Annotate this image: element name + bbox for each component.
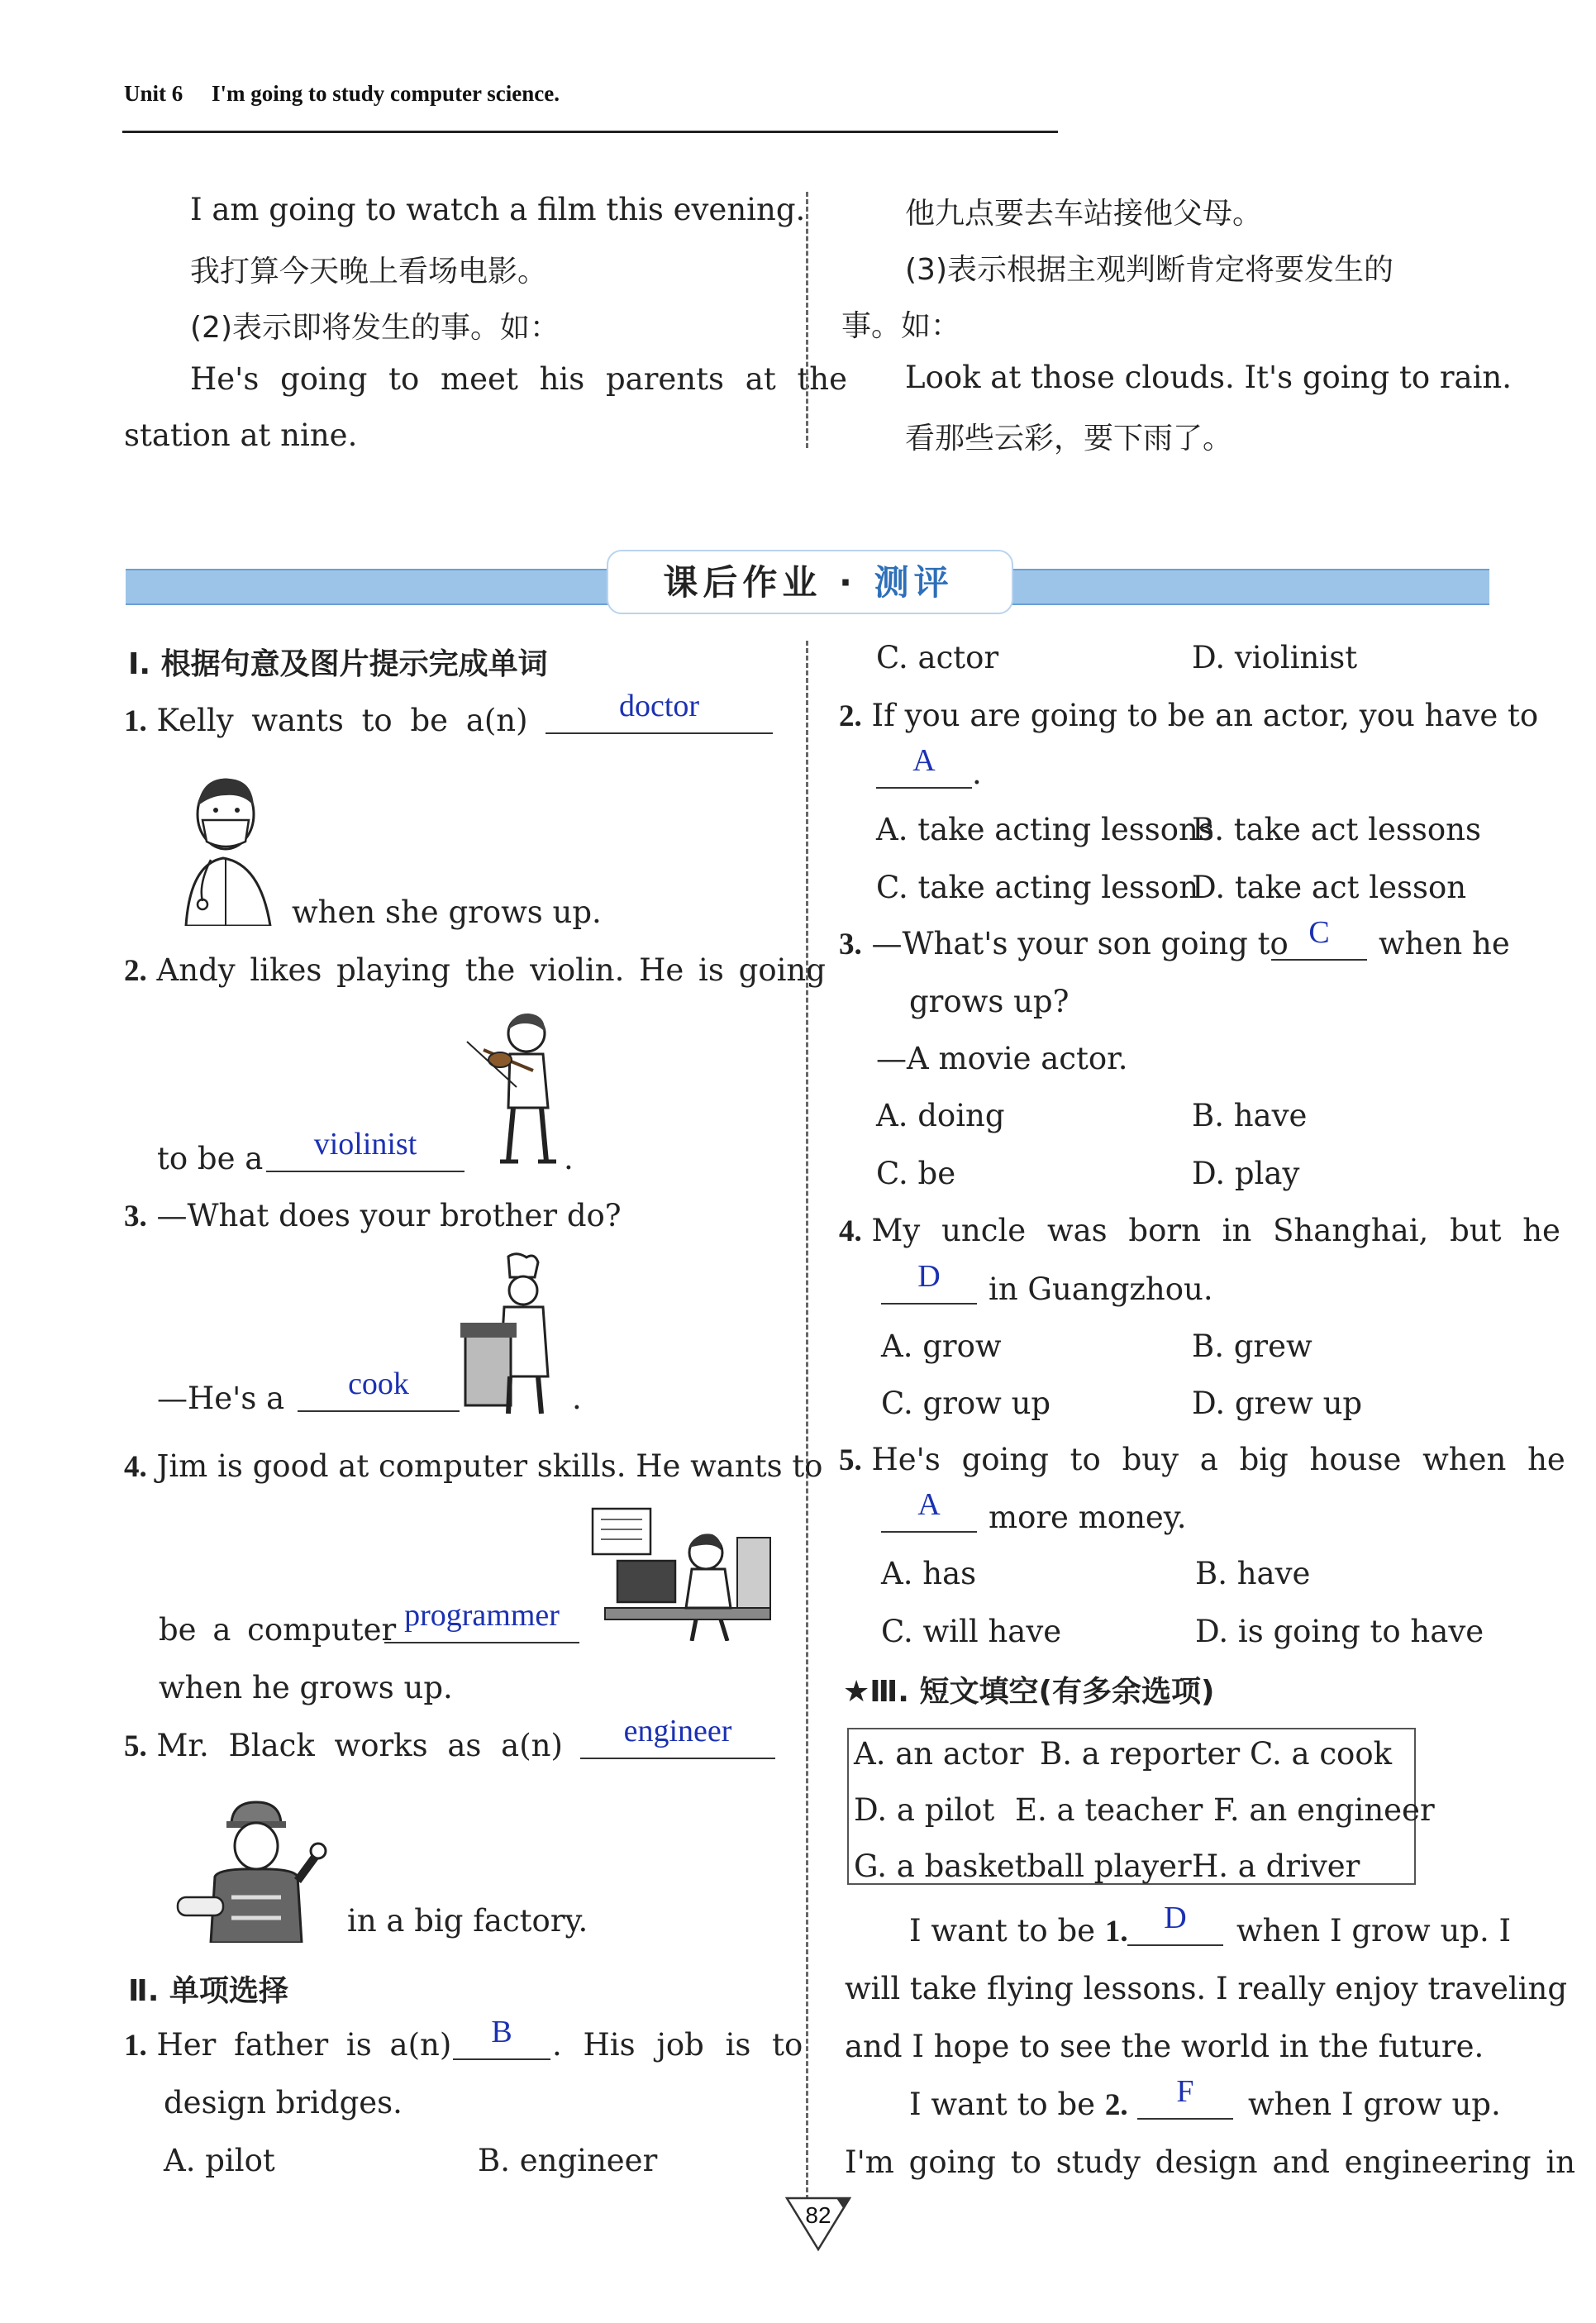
- option: A. grow: [881, 1328, 1002, 1364]
- s2-q3-line3: —A movie actor.: [876, 1041, 1128, 1076]
- grammar-line: 我打算今天晚上看场电影。: [190, 255, 548, 289]
- banner-text-homework: 课后作业: [663, 562, 822, 603]
- section-3-title: ★Ⅲ. 短文填空(有多余选项): [843, 1675, 1215, 1709]
- answer-blank[interactable]: [1137, 2118, 1233, 2120]
- option: D. is going to have: [1195, 1614, 1484, 1649]
- violinist-illustration: [459, 1009, 566, 1166]
- s2-q4-after: in Guangzhou.: [989, 1271, 1213, 1307]
- s1-q3-text: [124, 1196, 622, 1237]
- s1-q2-before2: to be a: [157, 1141, 264, 1176]
- grammar-line: Look at those clouds. It's going to rain.: [905, 360, 1513, 395]
- page-number: 82: [805, 2202, 831, 2228]
- s1-q1-after: when she grows up.: [292, 894, 602, 930]
- s2-q2-text: [839, 696, 1538, 737]
- unit-label: Unit 6: [124, 81, 183, 106]
- engineer-illustration: [174, 1798, 339, 1943]
- column-divider-main: [806, 641, 808, 2207]
- s2-q5-after: more money.: [989, 1500, 1187, 1535]
- option: C. actor: [876, 640, 999, 675]
- question-number: 1.: [124, 2029, 147, 2063]
- option: D. play: [1192, 1156, 1300, 1191]
- option: A. doing: [876, 1098, 1005, 1133]
- answer-cook: cook: [348, 1367, 409, 1401]
- option: D. take act lesson: [1192, 870, 1467, 905]
- blank-number: 1.: [1104, 1915, 1128, 1949]
- s1-q5-after: in a big factory.: [347, 1903, 588, 1939]
- banner-dot: ·: [839, 562, 857, 603]
- passage-text: when I grow up. I: [1236, 1913, 1512, 1949]
- s2-q3-text: [839, 924, 1289, 965]
- answer-blank[interactable]: [876, 787, 972, 789]
- word-bank-item: C. a cook: [1250, 1736, 1393, 1772]
- grammar-line: (2)表示即将发生的事。如：: [190, 311, 560, 345]
- section-banner-title: [607, 556, 1010, 605]
- grammar-line: 事。如：: [841, 309, 961, 343]
- section-2-title: Ⅱ. 单项选择: [128, 1974, 288, 2008]
- question-number: 2.: [839, 699, 862, 733]
- option: D. grew up: [1192, 1386, 1363, 1421]
- option: C. will have: [881, 1614, 1062, 1649]
- question-number: 1.: [124, 704, 147, 738]
- cook-illustration: [459, 1252, 574, 1418]
- question-text: —What's your son going to: [871, 926, 1289, 961]
- passage-p2-start: [909, 2085, 1128, 2125]
- question-text: My uncle was born in Shanghai, but he: [871, 1213, 1560, 1248]
- s2-q2-after: .: [972, 756, 982, 791]
- question-text: If you are going to be an actor, you have to: [871, 698, 1539, 733]
- question-number: 3.: [124, 1200, 147, 1233]
- question-number: 5.: [124, 1729, 147, 1763]
- answer-blank[interactable]: [881, 1303, 977, 1305]
- s1-q3-before2: —He's a: [157, 1381, 285, 1416]
- answer-blank[interactable]: [453, 2058, 550, 2060]
- grammar-line: He's going to meet his parents at the: [190, 361, 848, 397]
- answer-blank[interactable]: [881, 1531, 977, 1533]
- option: D. violinist: [1192, 640, 1358, 675]
- question-number: 5.: [839, 1443, 862, 1477]
- word-bank-item: A. an actor: [854, 1736, 1024, 1772]
- s2-q3-after: when he: [1379, 926, 1510, 961]
- answer-blank[interactable]: [266, 1171, 465, 1172]
- word-bank-item: E. a teacher: [1015, 1792, 1203, 1828]
- column-divider: [806, 192, 808, 448]
- question-text: —What does your brother do?: [156, 1198, 622, 1233]
- option: B. take act lessons: [1192, 812, 1481, 847]
- s1-q4-after: when he grows up.: [159, 1670, 453, 1705]
- option: C. take acting lesson: [876, 870, 1199, 905]
- answer-blank[interactable]: [298, 1410, 460, 1412]
- answer-choice: A: [912, 743, 936, 778]
- option: A. take acting lessons: [876, 812, 1214, 847]
- option: B. have: [1192, 1098, 1308, 1133]
- word-bank-item: B. a reporter: [1040, 1736, 1241, 1772]
- word-bank-item: F. an engineer: [1213, 1792, 1435, 1828]
- question-number: 4.: [839, 1214, 862, 1248]
- option: B. have: [1195, 1556, 1311, 1591]
- s2-q1-line2: design bridges.: [164, 2085, 403, 2120]
- passage-text: I'm going to study design and engineering in: [845, 2144, 1575, 2180]
- grammar-line: (3)表示根据主观判断肯定将要发生的: [905, 253, 1394, 287]
- s2-q4-text: [839, 1211, 1560, 1252]
- answer-engineer: engineer: [623, 1714, 732, 1748]
- blank-number: 2.: [1104, 2088, 1128, 2122]
- s2-q1-after: . His job is to: [552, 2027, 803, 2063]
- s1-q4-text: [124, 1447, 822, 1487]
- answer-passage-1: D: [1164, 1901, 1187, 1935]
- option: C. be: [876, 1156, 956, 1191]
- s1-q2-after: .: [564, 1141, 574, 1176]
- word-bank-item: H. a driver: [1192, 1848, 1360, 1884]
- grammar-line: 看那些云彩，要下雨了。: [905, 422, 1233, 456]
- s1-q3-after: .: [572, 1381, 582, 1416]
- s1-q2-text: [124, 951, 826, 991]
- question-number: 2.: [124, 954, 147, 988]
- answer-choice: B: [491, 2015, 512, 2049]
- answer-violinist: violinist: [313, 1127, 417, 1162]
- answer-choice: A: [917, 1487, 941, 1522]
- banner-text-test: 测评: [874, 562, 954, 603]
- grammar-line: I am going to watch a film this evening.: [190, 192, 806, 227]
- question-text: Jim is good at computer skills. He wants to: [156, 1448, 823, 1484]
- question-text: Her father is a(n): [156, 2027, 452, 2063]
- answer-choice: C: [1308, 915, 1330, 950]
- option: C. grow up: [881, 1386, 1051, 1421]
- unit-title: I'm going to study computer science.: [212, 81, 560, 106]
- answer-doctor: doctor: [618, 689, 700, 723]
- programmer-illustration: [588, 1505, 774, 1641]
- answer-blank[interactable]: [1271, 959, 1367, 961]
- s2-q5-text: [839, 1440, 1565, 1481]
- question-text: Andy likes playing the violin. He is going: [156, 952, 826, 988]
- s1-q4-before2: be a computer: [159, 1612, 397, 1648]
- passage-text: when I grow up.: [1248, 2087, 1501, 2122]
- passage-p1-start: [909, 1911, 1128, 1952]
- question-text: Kelly wants to be a(n): [156, 703, 528, 738]
- question-number: 3.: [839, 928, 862, 961]
- grammar-line: station at nine.: [124, 417, 358, 453]
- answer-blank[interactable]: [545, 732, 773, 734]
- grammar-line: 他九点要去车站接他父母。: [905, 197, 1263, 231]
- doctor-illustration: [161, 769, 285, 926]
- header-rule: [122, 131, 1058, 133]
- question-number: 4.: [124, 1450, 147, 1484]
- s2-q3-line2: grows up?: [909, 984, 1070, 1019]
- question-text: Mr. Black works as a(n): [156, 1728, 563, 1763]
- passage-text: I want to be: [909, 2087, 1096, 2122]
- s1-q5-text: [124, 1726, 563, 1767]
- option: A. has: [881, 1556, 977, 1591]
- answer-blank[interactable]: [384, 1642, 579, 1643]
- answer-programmer: programmer: [404, 1598, 560, 1633]
- word-bank-item: G. a basketball player: [854, 1848, 1192, 1884]
- s2-q1-text: [124, 2025, 451, 2066]
- answer-blank[interactable]: [580, 1758, 775, 1759]
- word-bank-item: D. a pilot: [854, 1792, 995, 1828]
- option: A. pilot: [164, 2143, 275, 2178]
- answer-blank[interactable]: [1127, 1944, 1223, 1946]
- running-header: [124, 81, 560, 107]
- passage-text: will take flying lessons. I really enjoy traveling: [845, 1971, 1568, 2006]
- question-text: He's going to buy a big house when he: [871, 1442, 1565, 1477]
- option: B. grew: [1192, 1328, 1313, 1364]
- section-1-title: Ⅰ. 根据句意及图片提示完成单词: [128, 647, 548, 681]
- passage-text: and I hope to see the world in the future.: [845, 2029, 1484, 2064]
- option: B. engineer: [478, 2143, 658, 2178]
- passage-text: I want to be: [909, 1913, 1096, 1949]
- s1-q1-text: [124, 701, 528, 742]
- answer-choice: D: [917, 1259, 941, 1294]
- answer-passage-2: F: [1176, 2074, 1194, 2109]
